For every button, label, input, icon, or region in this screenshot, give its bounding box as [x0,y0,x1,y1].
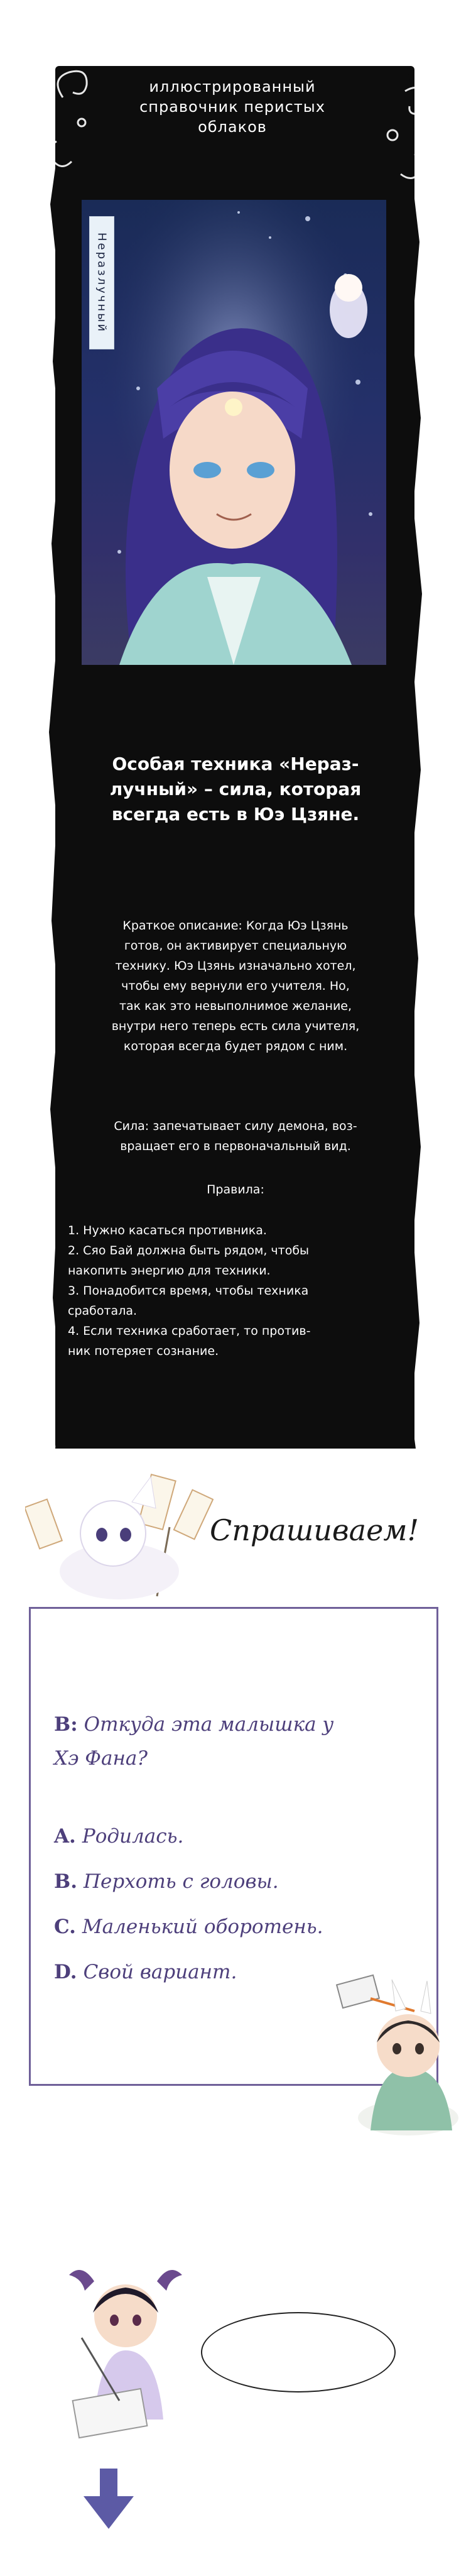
vertical-name-label: Неразлучный [89,216,114,349]
option-key: B. [54,1870,77,1893]
quiz-option-a[interactable] [54,1825,183,1848]
character-illustration [82,200,386,665]
option-key: D. [54,1961,77,1983]
chibi-writing [57,2262,201,2445]
technique-description: Краткое описание: Когда Юэ Цзянь готов, он активирует специальную технику. Юэ Цзянь изначально хотел, чтобы ему вернули его учителя. Но, так как это невыполнимое желание, внутри него теперь есть сила учителя, которая всегда будет рядом с ним. [111,919,360,1053]
technique-power: Сила: запечатывает силу демона, воз- вращает его в первоначальный вид. [114,1119,357,1153]
option-key: A. [54,1825,76,1848]
option-key: C. [54,1916,76,1938]
empty-speech-bubble [201,2312,396,2392]
character-artwork [82,200,386,665]
quiz-question-line2: Хэ Фана? [54,1747,148,1770]
question-text-1: Откуда эта малышка у [84,1713,334,1736]
rules-heading: Правила: [207,1183,264,1197]
quiz-question-line1 [54,1713,333,1736]
arrow-down-icon [84,2469,134,2531]
chibi-with-sign [327,1973,468,2143]
question-key: В: [54,1713,78,1736]
option-text: Маленький оборотень. [82,1916,323,1938]
torn-edge-right [407,66,423,1449]
option-text: Перхоть с головы. [84,1870,279,1893]
option-text: Свой вариант. [83,1961,237,1983]
header-title: иллюстрированный справочник перистых облаков [139,78,325,136]
quiz-option-d[interactable] [54,1961,237,1983]
torn-edge-left [46,66,63,1449]
technique-title: Особая техника «Нераз- лучный» – сила, которая всегда есть в Юэ Цзяне. [109,754,362,825]
chibi-with-flags [25,1464,214,1609]
option-text: Родилась. [82,1825,184,1848]
quiz-option-b[interactable] [54,1870,279,1893]
rules-list: 1. Нужно касаться противника. 2. Сяо Бай должна быть рядом, чтобы накопить энергию для техники. 3. Понадобится время, чтобы техника сработала. 4. Если техника сработает, то против- ник потеряет сознание. [68,1224,311,1358]
asking-heading: Спрашиваем! [210,1513,419,1547]
quiz-option-c[interactable] [54,1916,323,1938]
